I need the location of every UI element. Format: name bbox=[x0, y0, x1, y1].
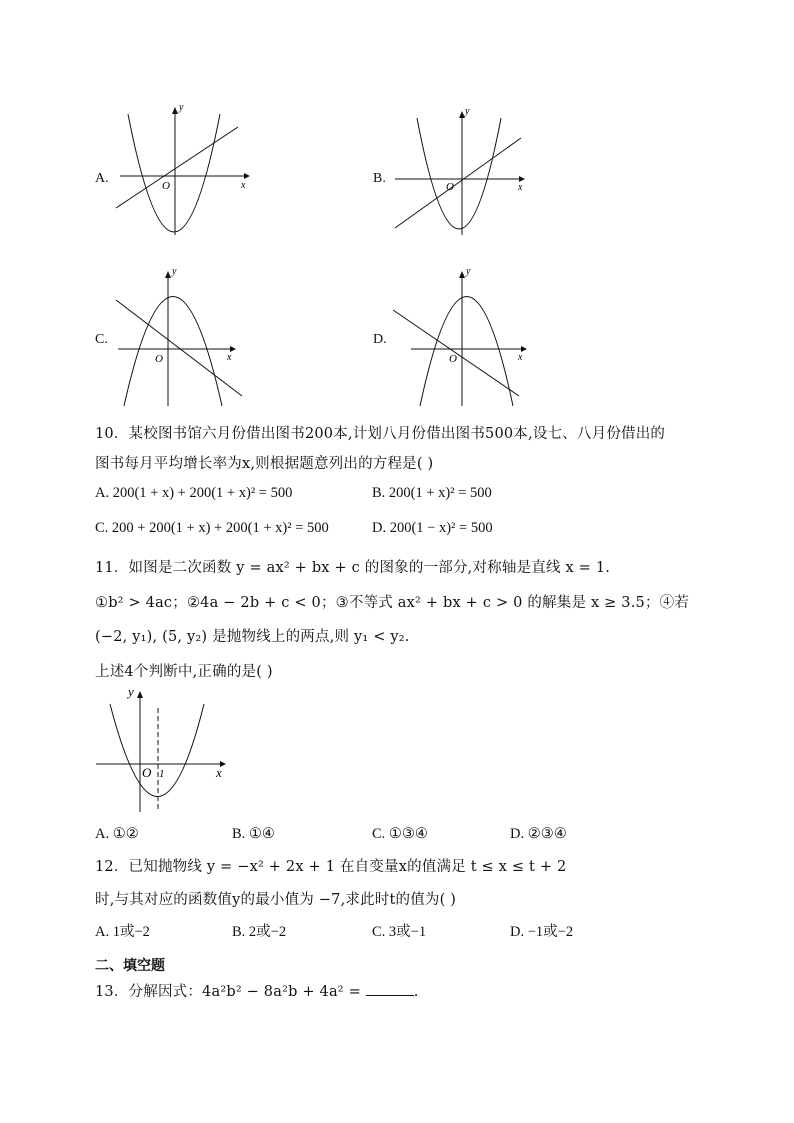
graph-b-parabola bbox=[417, 118, 501, 229]
q10-line2: 图书每月平均增长率为x,则根据题意列出的方程是( ) bbox=[95, 456, 434, 472]
q10-option-c[interactable]: C. 200 + 200(1 + x) + 200(1 + x)² = 500 bbox=[95, 520, 329, 536]
graph-d-y-arrow bbox=[459, 271, 465, 278]
q10-option-d[interactable]: D. 200(1 − x)² = 500 bbox=[372, 520, 493, 536]
q11-origin-label: O bbox=[142, 765, 152, 780]
graph-d-label: D. bbox=[373, 332, 387, 347]
q11-option-a[interactable]: A. ①② bbox=[95, 826, 139, 842]
graph-b-label: B. bbox=[373, 171, 386, 186]
graph-c-label: C. bbox=[95, 332, 108, 347]
q10-option-a[interactable]: A. 200(1 + x) + 200(1 + x)² = 500 bbox=[95, 485, 293, 501]
graph-a-x-label: x bbox=[241, 180, 246, 191]
q11-parabola bbox=[110, 704, 204, 797]
q13-answer-blank[interactable] bbox=[366, 983, 414, 996]
graph-d-origin-label: O bbox=[449, 353, 457, 365]
q10-option-b[interactable]: B. 200(1 + x)² = 500 bbox=[372, 485, 492, 501]
q11-option-b[interactable]: B. ①④ bbox=[232, 826, 275, 842]
graph-c-y-label: y bbox=[172, 266, 177, 277]
q11-line2: ①b² > 4ac；②4a − 2b + c < 0；③不等式 ax² + bx + c > 0 的解集是 x ≥ 3.5；④若 bbox=[95, 595, 690, 611]
q11-option-d[interactable]: D. ②③④ bbox=[510, 826, 567, 842]
q12-option-b[interactable]: B. 2或−2 bbox=[232, 924, 287, 940]
graph-c-x-label: x bbox=[227, 352, 232, 363]
graph-c bbox=[110, 262, 260, 408]
graph-a-parabola bbox=[128, 114, 220, 232]
q11-option-c[interactable]: C. ①③④ bbox=[372, 826, 428, 842]
graph-a-y-arrow bbox=[172, 107, 178, 114]
graph-c-parabola bbox=[124, 297, 222, 407]
q13-line bbox=[95, 980, 419, 1001]
graph-a bbox=[110, 100, 260, 240]
graph-c-y-arrow bbox=[165, 271, 171, 278]
graph-d-x-label: x bbox=[518, 352, 523, 363]
q13-end: . bbox=[413, 984, 419, 1000]
graph-a-x-arrow bbox=[244, 173, 250, 179]
q12-line1: 12．已知抛物线 y = −x² + 2x + 1 在自变量x的值满足 t ≤ x ≤ t + 2 bbox=[95, 859, 567, 875]
graph-b-line bbox=[395, 138, 521, 228]
q11-line3: (−2, y₁), (5, y₂) 是抛物线上的两点,则 y₁ < y₂. bbox=[95, 629, 410, 645]
q12-option-a[interactable]: A. 1或−2 bbox=[95, 924, 150, 940]
section-title: 二、填空题 bbox=[95, 958, 165, 974]
graph-b-x-label: x bbox=[518, 182, 523, 193]
q13-text: 13．分解因式：4a²b² − 8a²b + 4a² = bbox=[95, 984, 361, 1000]
graph-a-label: A. bbox=[95, 171, 109, 186]
q10-line1: 10．某校图书馆六月份借出图书200本,计划八月份借出图书500本,设七、八月份借出的 bbox=[95, 426, 666, 442]
graph-b-y-label: y bbox=[465, 106, 470, 117]
q11-y-arrow bbox=[137, 691, 143, 698]
graph-b-origin-label: O bbox=[446, 181, 454, 193]
q12-line2: 时,与其对应的函数值y的最小值为 −7,求此时t的值为( ) bbox=[95, 892, 457, 908]
graph-d bbox=[385, 262, 535, 408]
q11-x-label: x bbox=[216, 765, 222, 780]
graph-c-origin-label: O bbox=[155, 353, 163, 365]
graph-b bbox=[385, 100, 535, 240]
q12-option-d[interactable]: D. −1或−2 bbox=[510, 924, 574, 940]
q11-graph bbox=[92, 684, 232, 816]
graph-d-parabola bbox=[420, 297, 513, 407]
graph-c-line bbox=[116, 300, 242, 396]
q12-option-c[interactable]: C. 3或−1 bbox=[372, 924, 427, 940]
q11-tick-label: 1 bbox=[159, 768, 165, 780]
q11-line1: 11．如图是二次函数 y = ax² + bx + c 的图象的一部分,对称轴是直线 x = 1. bbox=[95, 560, 611, 576]
graph-d-y-label: y bbox=[466, 266, 471, 277]
graph-a-origin-label: O bbox=[162, 180, 170, 192]
graph-a-line bbox=[116, 127, 238, 208]
q11-line4: 上述4个判断中,正确的是( ) bbox=[95, 664, 273, 680]
q11-y-label: y bbox=[128, 684, 134, 699]
graph-a-y-label: y bbox=[179, 102, 184, 113]
